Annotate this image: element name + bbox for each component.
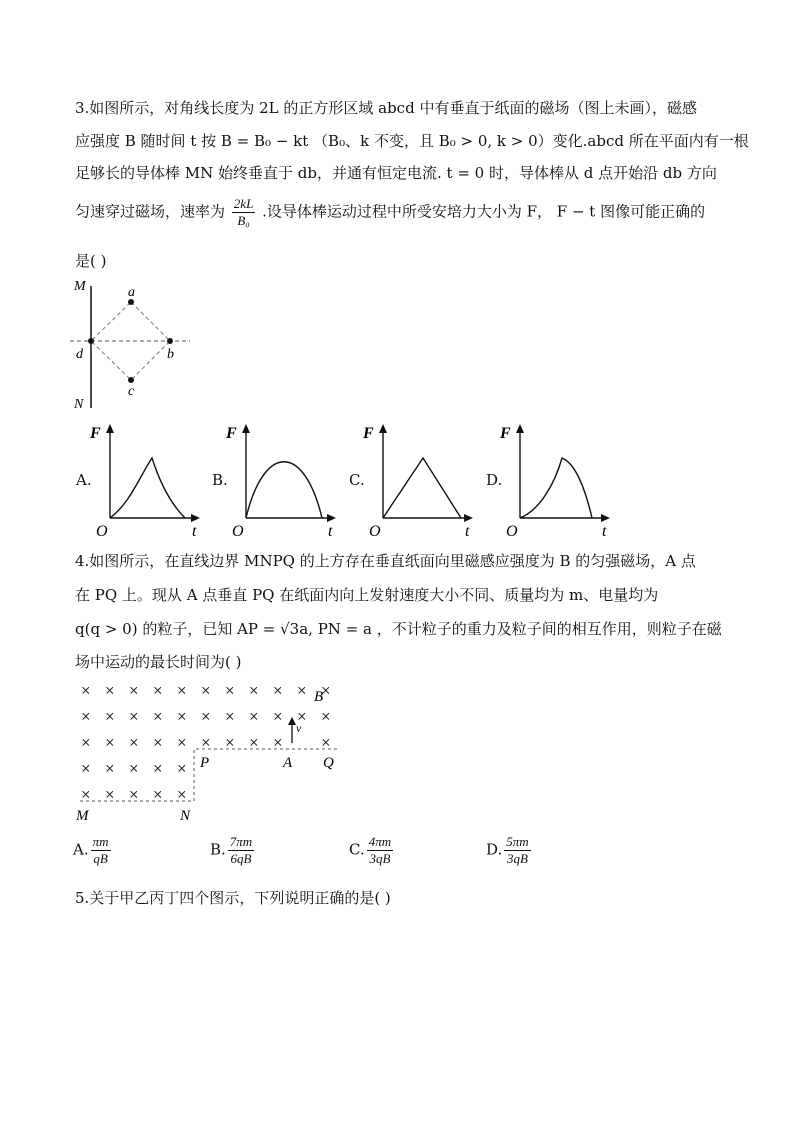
label-p: P	[200, 755, 210, 771]
field-cross: ×	[249, 707, 259, 726]
field-cross: ×	[177, 785, 187, 804]
label-c: c	[128, 384, 135, 399]
x-axis-arrow	[327, 514, 336, 522]
label-m: M	[74, 279, 86, 294]
field-cross: ×	[249, 681, 259, 700]
field-cross: ×	[129, 733, 139, 752]
x-axis-arrow	[464, 514, 473, 522]
field-cross: ×	[105, 785, 115, 804]
field-cross: ×	[201, 681, 211, 700]
field-cross: ×	[81, 785, 91, 804]
q4-line-3: q(q > 0) 的粒子，已知 AP = √3a, PN = a ，不计粒子的重力及粒子间的相互作用，则粒子在磁	[75, 620, 722, 638]
option-numerator: 4πm	[368, 834, 392, 849]
x-axis-label: t	[602, 523, 607, 540]
field-cross: ×	[273, 733, 283, 752]
q3-option-label-d[interactable]: D.	[486, 471, 503, 489]
field-cross: ×	[105, 681, 115, 700]
field-cross: ×	[249, 733, 259, 752]
option-numerator: 7πm	[229, 834, 253, 849]
field-cross: ×	[297, 707, 307, 726]
y-axis-arrow	[106, 424, 114, 433]
label-b: b	[167, 347, 174, 362]
label-a: a	[128, 285, 135, 300]
q4-option-a[interactable]	[73, 834, 113, 867]
q3-line-3: 足够长的导体棒 MN 始终垂直于 db，并通有恒定电流. t = 0 时，导体棒从 d 点开始沿 db 方向	[75, 164, 717, 182]
q3-line-4-text-b: .设导体棒运动过程中所受安培力大小为 F， F − t 图像可能正确的	[262, 202, 706, 221]
field-cross: ×	[321, 681, 331, 700]
x-axis-label: t	[328, 523, 333, 540]
option-denominator: 3qB	[369, 851, 391, 866]
label-n: N	[74, 397, 84, 412]
field-cross: ×	[105, 759, 115, 778]
q3-option-label-c[interactable]: C.	[349, 471, 365, 489]
label-a-point: A	[283, 755, 293, 771]
option-label: C.	[349, 840, 365, 859]
square-abcd	[91, 302, 170, 380]
option-fraction	[91, 834, 111, 867]
field-cross: ×	[105, 707, 115, 726]
option-fraction	[228, 834, 254, 867]
option-fraction	[504, 834, 530, 867]
q3-option-label-a[interactable]: A.	[76, 471, 92, 489]
option-denominator: qB	[93, 851, 108, 866]
field-cross: ×	[225, 681, 235, 700]
q4-option-b[interactable]	[210, 834, 256, 867]
field-cross: ×	[129, 759, 139, 778]
origin-label: O	[506, 523, 518, 540]
field-cross: ×	[129, 681, 139, 700]
q3-speed-fraction	[232, 196, 256, 229]
field-cross: ×	[273, 681, 283, 700]
option-fraction	[367, 834, 393, 867]
f-t-curve	[110, 458, 185, 518]
field-cross: ×	[81, 759, 91, 778]
label-q: Q	[323, 755, 334, 771]
q4-line-2: 在 PQ 上。现从 A 点垂直 PQ 在纸面内向上发射速度大小不同、质量均为 m、电量均为	[75, 586, 659, 604]
field-cross: ×	[81, 681, 91, 700]
f-t-curve	[246, 462, 322, 518]
option-label: D.	[486, 840, 503, 859]
y-axis-label: F	[226, 425, 237, 442]
q3-graph-b	[224, 420, 339, 540]
q3-line-5: 是( )	[75, 252, 107, 270]
q3-option-label-b[interactable]: B.	[212, 471, 228, 489]
field-cross: ×	[153, 785, 163, 804]
x-axis-label: t	[465, 523, 470, 540]
q4-line-4: 场中运动的最长时间为( )	[75, 653, 242, 671]
origin-label: O	[232, 523, 244, 540]
field-cross: ×	[177, 733, 187, 752]
field-cross: ×	[225, 733, 235, 752]
q3-line-4-text-a: 匀速穿过磁场，速率为	[75, 202, 226, 221]
x-axis-label: t	[192, 523, 197, 540]
field-cross: ×	[153, 759, 163, 778]
field-cross: ×	[273, 707, 283, 726]
field-cross: ×	[153, 707, 163, 726]
option-label: A.	[73, 840, 89, 859]
label-d: d	[76, 347, 83, 362]
field-cross: ×	[321, 733, 331, 752]
y-axis-arrow	[379, 424, 387, 433]
q3-line-1: 3.如图所示，对角线长度为 2L 的正方形区域 abcd 中有垂直于纸面的磁场（图上未画），磁感	[75, 99, 697, 117]
field-cross: ×	[321, 707, 331, 726]
f-t-curve	[520, 458, 592, 518]
option-denominator: 3qB	[506, 851, 528, 866]
point-b	[167, 338, 173, 344]
q4-field-figure	[70, 672, 350, 827]
field-cross: ×	[129, 707, 139, 726]
field-cross: ×	[81, 733, 91, 752]
q3-speed-denominator: B₀	[237, 213, 250, 228]
y-axis-arrow	[242, 424, 250, 433]
x-axis-arrow	[191, 514, 200, 522]
field-cross: ×	[177, 759, 187, 778]
f-t-curve	[383, 458, 461, 518]
field-cross: ×	[177, 681, 187, 700]
y-axis-label: F	[500, 425, 511, 442]
field-cross: ×	[201, 733, 211, 752]
field-cross: ×	[201, 707, 211, 726]
field-cross: ×	[153, 733, 163, 752]
field-cross: ×	[129, 785, 139, 804]
label-b-field: B	[314, 689, 324, 705]
q3-graph-c	[361, 420, 476, 540]
option-numerator: 5πm	[506, 834, 529, 849]
x-axis-arrow	[601, 514, 610, 522]
q4-option-d[interactable]	[486, 834, 533, 867]
option-denominator: 6qB	[230, 851, 252, 866]
field-cross: ×	[225, 707, 235, 726]
origin-label: O	[96, 523, 108, 540]
option-label: B.	[210, 840, 226, 859]
y-axis-label: F	[90, 425, 101, 442]
q3-square-figure	[70, 278, 200, 413]
y-axis-arrow	[516, 424, 524, 433]
field-cross: ×	[153, 681, 163, 700]
q3-graph-a	[88, 420, 203, 540]
field-cross: ×	[81, 707, 91, 726]
field-cross: ×	[177, 707, 187, 726]
q3-speed-numerator: 2kL	[233, 196, 254, 211]
field-cross: ×	[105, 733, 115, 752]
point-c	[128, 377, 134, 383]
label-m-point: M	[76, 808, 89, 824]
q3-line-2: 应强度 B 随时间 t 按 B = B₀ − kt （B₀、k 不变，且 B₀ > 0, k > 0）变化.abcd 所在平面内有一根	[75, 132, 749, 150]
q3-line-4	[75, 196, 705, 229]
option-numerator: πm	[92, 834, 109, 849]
q4-option-c[interactable]	[349, 834, 395, 867]
q5-line-1: 5.关于甲乙丙丁四个图示，下列说明正确的是( )	[75, 889, 391, 907]
label-v: v	[296, 721, 302, 735]
y-axis-label: F	[363, 425, 374, 442]
label-n-point: N	[180, 808, 191, 824]
q3-graph-d	[498, 420, 613, 540]
q4-line-1: 4.如图所示，在直线边界 MNPQ 的上方存在垂直纸面向里磁感应强度为 B 的匀强磁场，A 点	[75, 552, 696, 570]
point-d	[88, 338, 94, 344]
origin-label: O	[369, 523, 381, 540]
field-cross: ×	[297, 681, 307, 700]
velocity-arrowhead	[288, 717, 296, 725]
